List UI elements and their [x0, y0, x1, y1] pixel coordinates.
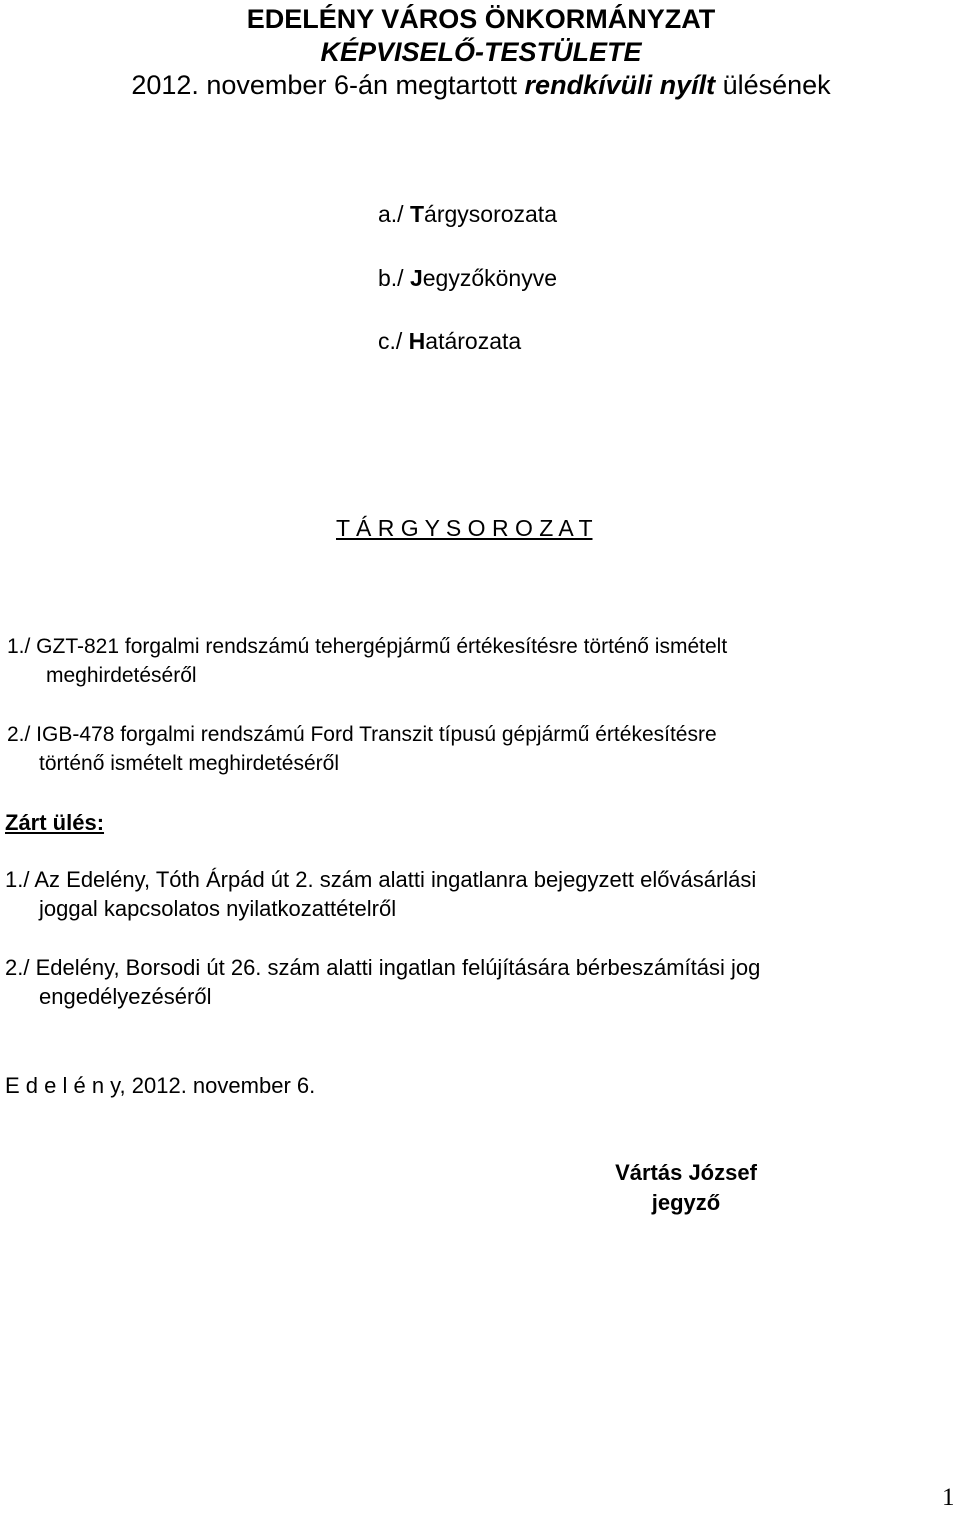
signatory-name: Vártás József [615, 1160, 757, 1185]
place-date: E d e l é n y, 2012. november 6. [5, 1073, 316, 1098]
agenda-item-2-line2: történő ismételt meghirdetéséről [39, 752, 339, 775]
page-number: 1 [942, 1484, 955, 1511]
meeting-type: rendkívüli nyílt [524, 70, 716, 100]
signatory-title: jegyző [651, 1190, 721, 1215]
section-jegyzokonyve [378, 264, 557, 292]
agenda-item-2-line1: 2./ IGB-478 forgalmi rendszámú Ford Transzit típusú gépjármű értékesítésre [7, 723, 717, 746]
body-name: KÉPVISELŐ-TESTÜLETE [320, 37, 642, 67]
section-rest: atározata [425, 328, 522, 354]
section-rest: árgysorozata [424, 201, 557, 227]
agenda-item-1-line2: meghirdetéséről [46, 664, 197, 687]
section-rest: egyzőkönyve [422, 265, 558, 291]
closed-item-1-line1: 1./ Az Edelény, Tóth Árpád út 2. szám alatti ingatlanra bejegyzett elővásárlási [5, 867, 757, 892]
closed-session-title: Zárt ülés: [5, 810, 105, 835]
meeting-line-post: ülésének [715, 70, 831, 100]
section-hatarozata [378, 327, 521, 355]
org-name: EDELÉNY VÁROS ÖNKORMÁNYZAT [246, 4, 716, 34]
section-initial: T [409, 201, 425, 227]
closed-item-1-line2: joggal kapcsolatos nyilatkozattételről [39, 896, 397, 921]
agenda-item-1-line1: 1./ GZT-821 forgalmi rendszámú tehergépjármű értékesítésre történő ismételt [7, 635, 728, 658]
meeting-line [0, 68, 960, 102]
section-prefix: c./ [378, 328, 409, 354]
agenda-title: T Á R G Y S O R O Z A T [336, 515, 593, 541]
section-prefix: b./ [378, 265, 410, 291]
section-initial: H [408, 328, 426, 354]
closed-item-2-line2: engedélyezéséről [39, 984, 212, 1009]
closed-item-2-line1: 2./ Edelény, Borsodi út 26. szám alatti ingatlan felújítására bérbeszámítási jog [5, 955, 761, 980]
section-prefix: a./ [378, 201, 410, 227]
meeting-line-pre: 2012. november 6-án megtartott [131, 70, 525, 100]
section-initial: J [409, 265, 423, 291]
section-tárgysorozata [378, 200, 557, 228]
